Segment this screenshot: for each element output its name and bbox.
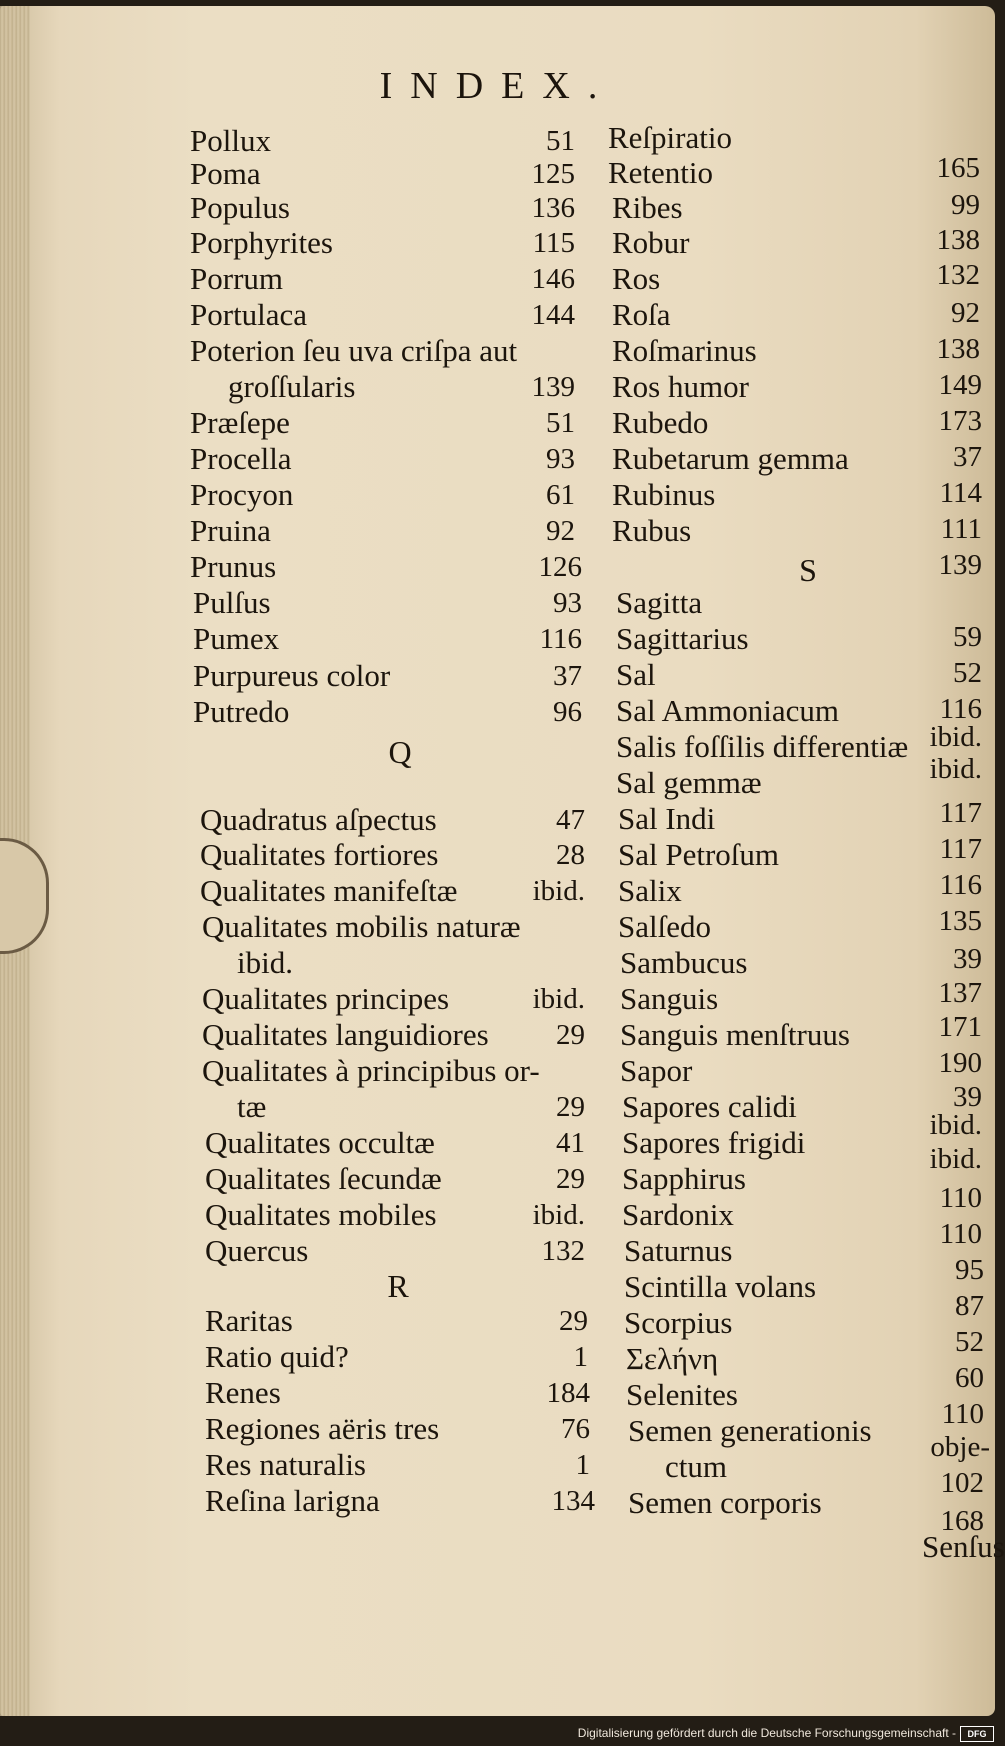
page-number: 125 bbox=[531, 158, 575, 190]
page-number: 165 bbox=[936, 152, 980, 184]
page-number: 51 bbox=[546, 125, 575, 157]
page-number: 95 bbox=[955, 1254, 984, 1286]
index-entry: Ratio quid? bbox=[205, 1339, 349, 1374]
index-entry: Roſmarinus bbox=[612, 333, 757, 368]
page-number: 139 bbox=[531, 371, 575, 403]
index-entry: Sal Indi bbox=[618, 801, 716, 836]
index-entry: Quadratus aſpectus bbox=[200, 802, 437, 837]
index-entry: Reſina larigna bbox=[205, 1483, 380, 1518]
index-entry: Porphyrites bbox=[190, 225, 333, 260]
page-number: 37 bbox=[953, 441, 982, 473]
index-entry: Pollux bbox=[190, 123, 271, 158]
page-number: 92 bbox=[951, 297, 980, 329]
page-number: 92 bbox=[546, 515, 575, 547]
page-number: 132 bbox=[541, 1235, 585, 1267]
page-number: 171 bbox=[938, 1011, 982, 1043]
page-number: 110 bbox=[939, 1182, 982, 1214]
page-number: 37 bbox=[553, 660, 582, 692]
index-entry: Scintilla volans bbox=[624, 1269, 817, 1304]
page-number: 116 bbox=[939, 693, 982, 725]
index-entry: Putredo bbox=[193, 694, 290, 729]
page-number: ibid. bbox=[929, 753, 982, 785]
page-number: 138 bbox=[936, 224, 980, 256]
page-number: 47 bbox=[556, 804, 585, 836]
index-entry: Salis foſſilis differentiæ bbox=[616, 729, 909, 764]
digitization-footer bbox=[0, 1720, 1000, 1746]
page-number: 76 bbox=[561, 1413, 590, 1445]
index-entry: Rubedo bbox=[612, 405, 709, 440]
index-entry: Pumex bbox=[193, 621, 280, 656]
page-number: ibid. bbox=[532, 1199, 585, 1231]
page-number: 61 bbox=[546, 479, 575, 511]
index-entry: Sagittarius bbox=[616, 621, 749, 656]
index-entry: Ribes bbox=[612, 190, 683, 225]
page-number: 135 bbox=[938, 905, 982, 937]
page-number: ibid. bbox=[929, 1143, 982, 1175]
catchword: Senſus bbox=[922, 1529, 1005, 1564]
index-entry: Sanguis bbox=[620, 981, 719, 1016]
index-entry: Sal Petroſum bbox=[618, 837, 780, 872]
index-entry: Sal bbox=[616, 657, 656, 692]
index-entry: Semen corporis bbox=[628, 1485, 822, 1520]
index-entry: Qualitates principes bbox=[202, 981, 450, 1016]
index-entry-continued: ibid. bbox=[237, 945, 293, 980]
index-entry: Sal gemmæ bbox=[616, 765, 762, 800]
index-entry: Reſpiratio bbox=[608, 120, 732, 155]
index-entry: Scorpius bbox=[624, 1305, 733, 1340]
index-entry: Salix bbox=[618, 873, 682, 908]
page-number: 52 bbox=[955, 1326, 984, 1358]
index-entry: Populus bbox=[190, 190, 290, 225]
index-entry: Qualitates ſecundæ bbox=[205, 1161, 442, 1196]
page-clip-tab bbox=[0, 838, 49, 954]
index-entry: Sambucus bbox=[620, 945, 748, 980]
page-number: 111 bbox=[940, 513, 982, 545]
section-letter-q: Q bbox=[388, 734, 412, 770]
page-number: 29 bbox=[556, 1019, 585, 1051]
index-entry: Præſepe bbox=[190, 405, 290, 440]
page-number: 117 bbox=[939, 833, 982, 865]
section-letter-r: R bbox=[387, 1268, 409, 1304]
index-entry: Roſa bbox=[612, 297, 671, 332]
index-entry: Selenites bbox=[626, 1377, 738, 1412]
page-number: 28 bbox=[556, 839, 585, 871]
index-entry-greek: Σελήνη bbox=[626, 1341, 719, 1376]
index-entry: Rubinus bbox=[612, 477, 716, 512]
page-number: 116 bbox=[539, 623, 582, 655]
page-number: 29 bbox=[556, 1091, 585, 1123]
page-number: ibid. bbox=[532, 875, 585, 907]
page-number: 96 bbox=[553, 696, 582, 728]
page-number: 114 bbox=[939, 477, 982, 509]
index-entry: Rubus bbox=[612, 513, 692, 548]
index-entry: Qualitates languidiores bbox=[202, 1017, 489, 1052]
index-entry: Porrum bbox=[190, 261, 283, 296]
page-number: 116 bbox=[939, 869, 982, 901]
page-number: ibid. bbox=[929, 1109, 982, 1141]
page-number: 39 bbox=[953, 1081, 982, 1113]
index-entry: Purpureus color bbox=[193, 658, 391, 693]
index-entry: Res naturalis bbox=[205, 1447, 366, 1482]
index-entry: Raritas bbox=[205, 1303, 293, 1338]
index-entry: Qualitates mobilis naturæ bbox=[202, 909, 521, 944]
page-number: 126 bbox=[538, 551, 582, 583]
page-number: 52 bbox=[953, 657, 982, 689]
index-entry: Semen generationis bbox=[628, 1413, 872, 1448]
index-entry: Sapor bbox=[620, 1053, 693, 1088]
page-header: INDEX. bbox=[379, 65, 616, 107]
index-entry: Sapores frigidi bbox=[622, 1125, 806, 1160]
page-number: 146 bbox=[531, 263, 575, 295]
index-entry: Sapphirus bbox=[622, 1161, 746, 1196]
page-number: 60 bbox=[955, 1362, 984, 1394]
index-entry: Procyon bbox=[190, 477, 294, 512]
page-number: 132 bbox=[936, 259, 980, 291]
index-entry: Qualitates fortiores bbox=[200, 837, 439, 872]
page-number: 144 bbox=[531, 299, 575, 331]
page-number: 110 bbox=[939, 1218, 982, 1250]
index-entry-continued: tæ bbox=[237, 1089, 267, 1124]
index-entry: Ros humor bbox=[612, 369, 749, 404]
page-number: 149 bbox=[938, 369, 982, 401]
index-entry: Pruina bbox=[190, 513, 271, 548]
page-number: 87 bbox=[955, 1290, 984, 1322]
page-number: 117 bbox=[939, 797, 982, 829]
index-entry: Renes bbox=[205, 1375, 281, 1410]
page-number: 1 bbox=[573, 1341, 588, 1373]
section-letter-s: S bbox=[799, 552, 817, 588]
book-page bbox=[0, 6, 1005, 1716]
page-number: ibid. bbox=[532, 983, 585, 1015]
page-number: 168 bbox=[940, 1505, 984, 1537]
page-number: 102 bbox=[940, 1467, 984, 1499]
index-entry: Sapores calidi bbox=[622, 1089, 797, 1124]
index-entry: Procella bbox=[190, 441, 292, 476]
page-number: 1 bbox=[575, 1449, 590, 1481]
index-entry: Poma bbox=[190, 156, 261, 191]
index-entry: Sanguis menſtruus bbox=[620, 1017, 850, 1052]
page-number: ibid. bbox=[929, 721, 982, 753]
index-entry: Sagitta bbox=[616, 585, 703, 620]
funding-credit: Digitalisierung gefördert durch die Deutsche Forschungsgemeinschaft - bbox=[577, 1726, 956, 1740]
page-number: 51 bbox=[546, 407, 575, 439]
page-number: 29 bbox=[556, 1163, 585, 1195]
page-number: 39 bbox=[953, 943, 982, 975]
index-entry-continued: groſſularis bbox=[228, 369, 356, 404]
index-entry: Qualitates mobiles bbox=[205, 1197, 437, 1232]
page-number: 93 bbox=[553, 587, 582, 619]
page-number: 29 bbox=[559, 1305, 588, 1337]
page-number: 115 bbox=[532, 227, 575, 259]
dfg-logo: DFG bbox=[960, 1726, 994, 1742]
index-entry: Qualitates occultæ bbox=[205, 1125, 435, 1160]
page-number: 139 bbox=[938, 549, 982, 581]
index-entry: Pulſus bbox=[193, 585, 271, 620]
page-number: 138 bbox=[936, 333, 980, 365]
index-entry: Poterion ſeu uva criſpa aut bbox=[190, 333, 518, 368]
index-entry: Qualitates à principibus or- bbox=[202, 1053, 540, 1088]
page-number: 99 bbox=[951, 189, 980, 221]
index-entry-continued: ctum bbox=[665, 1449, 727, 1484]
index-entry: Robur bbox=[612, 225, 690, 260]
page-number: 134 bbox=[551, 1485, 595, 1517]
index-entry: Portulaca bbox=[190, 297, 308, 332]
page-number: 137 bbox=[938, 977, 982, 1009]
page-number: obje- bbox=[930, 1431, 990, 1463]
page-number: 41 bbox=[556, 1127, 585, 1159]
page-number: 59 bbox=[953, 621, 982, 653]
page-number: 173 bbox=[938, 405, 982, 437]
index-entry: Sardonix bbox=[622, 1197, 734, 1232]
page-number: 110 bbox=[941, 1398, 984, 1430]
index-entry: Sal Ammoniacum bbox=[616, 693, 840, 728]
index-entry: Regiones aëris tres bbox=[205, 1411, 440, 1446]
index-entry: Qualitates manifeſtæ bbox=[200, 873, 458, 908]
page-number: 184 bbox=[546, 1377, 590, 1409]
index-entry: Rubetarum gemma bbox=[612, 441, 849, 476]
index-entry: Prunus bbox=[190, 549, 277, 584]
index-entry: Saturnus bbox=[624, 1233, 733, 1268]
index-entry: Ros bbox=[612, 261, 661, 296]
page-number: 136 bbox=[531, 192, 575, 224]
index-entry: Quercus bbox=[205, 1233, 309, 1268]
page-number: 190 bbox=[938, 1047, 982, 1079]
index-entry: Retentio bbox=[608, 155, 714, 190]
index-entry: Salſedo bbox=[618, 909, 711, 944]
page-number: 93 bbox=[546, 443, 575, 475]
